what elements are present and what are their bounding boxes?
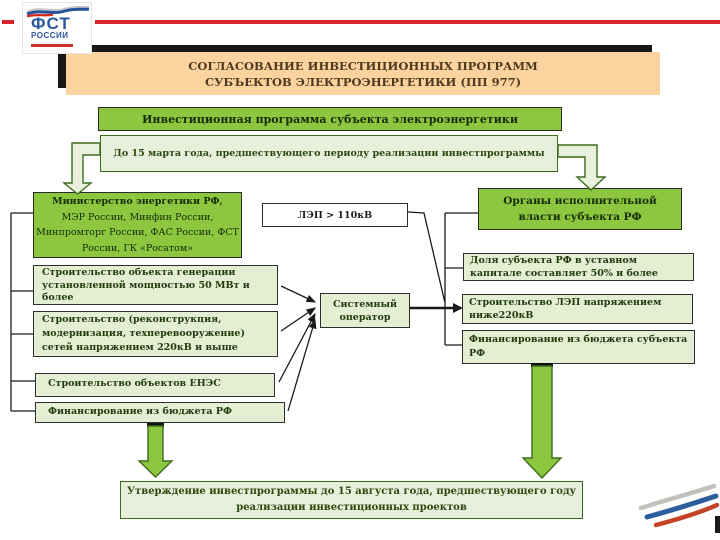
- ministries-rest: МЭР России, Минфин России, Минпромторг России, ФАС России, ФСТ России, ГК «Росатом»: [36, 211, 239, 254]
- ministries-line1: Министерство энергетики РФ,: [52, 196, 223, 207]
- page-title: СОГЛАСОВАНИЕ ИНВЕСТИЦИОННЫХ ПРОГРАММ СУБЪЕКТОВ ЭЛЕКТРОЭНЕРГЕТИКИ (ПП 977): [188, 58, 538, 89]
- federal-budget-label: Финансирование из бюджета РФ: [48, 406, 233, 417]
- wave-logo-icon: [641, 486, 717, 525]
- fst-logo: [22, 2, 92, 54]
- flag-swoosh-icon: [23, 3, 93, 19]
- reconstruction-label: Строительство (реконструкция, модернизация, техперевооружение) сетей напряжением 220кВ и выше: [42, 314, 245, 353]
- invest-program-label: Инвестиционная программа субъекта электроэнергетики: [142, 112, 518, 126]
- slide-edge-tick: [715, 516, 720, 533]
- down-arrow-right-icon: [523, 366, 561, 478]
- down-arrow-left-icon: [139, 426, 172, 477]
- system-operator-label: Системный оператор: [332, 298, 398, 323]
- logo-abbr: ФСТ: [31, 14, 71, 33]
- share-capital-label: Доля субъекта РФ в уставном капитале составляет 50% и более: [470, 255, 658, 279]
- lep-below-label: Строительство ЛЭП напряжением ниже220кВ: [469, 297, 662, 321]
- regional-authorities-label: Органы исполнительной власти субъекта РФ: [503, 194, 657, 223]
- deadline-label: До 15 марта года, предшествующего периоду реализации инвестпрограммы: [113, 148, 545, 159]
- enes-label: Строительство объектов ЕНЭС: [48, 378, 221, 389]
- regional-budget-label: Финансирование из бюджета субъекта РФ: [469, 334, 688, 359]
- approval-label: Утверждение инвестпрограммы до 15 августа года, предшествующего году реализации инвестиционных проектов: [126, 486, 577, 513]
- generation-label: Строительство объекта генерации установленной мощностью 50 МВт и более: [42, 267, 250, 304]
- bent-down-arrow-right-icon: [558, 145, 605, 190]
- logo-country: РОССИИ: [31, 31, 69, 40]
- bent-down-arrow-left-icon: [64, 143, 100, 194]
- lep-condition-label: ЛЭП > 110кВ: [297, 209, 373, 221]
- logo-tagline-bar: [31, 44, 73, 47]
